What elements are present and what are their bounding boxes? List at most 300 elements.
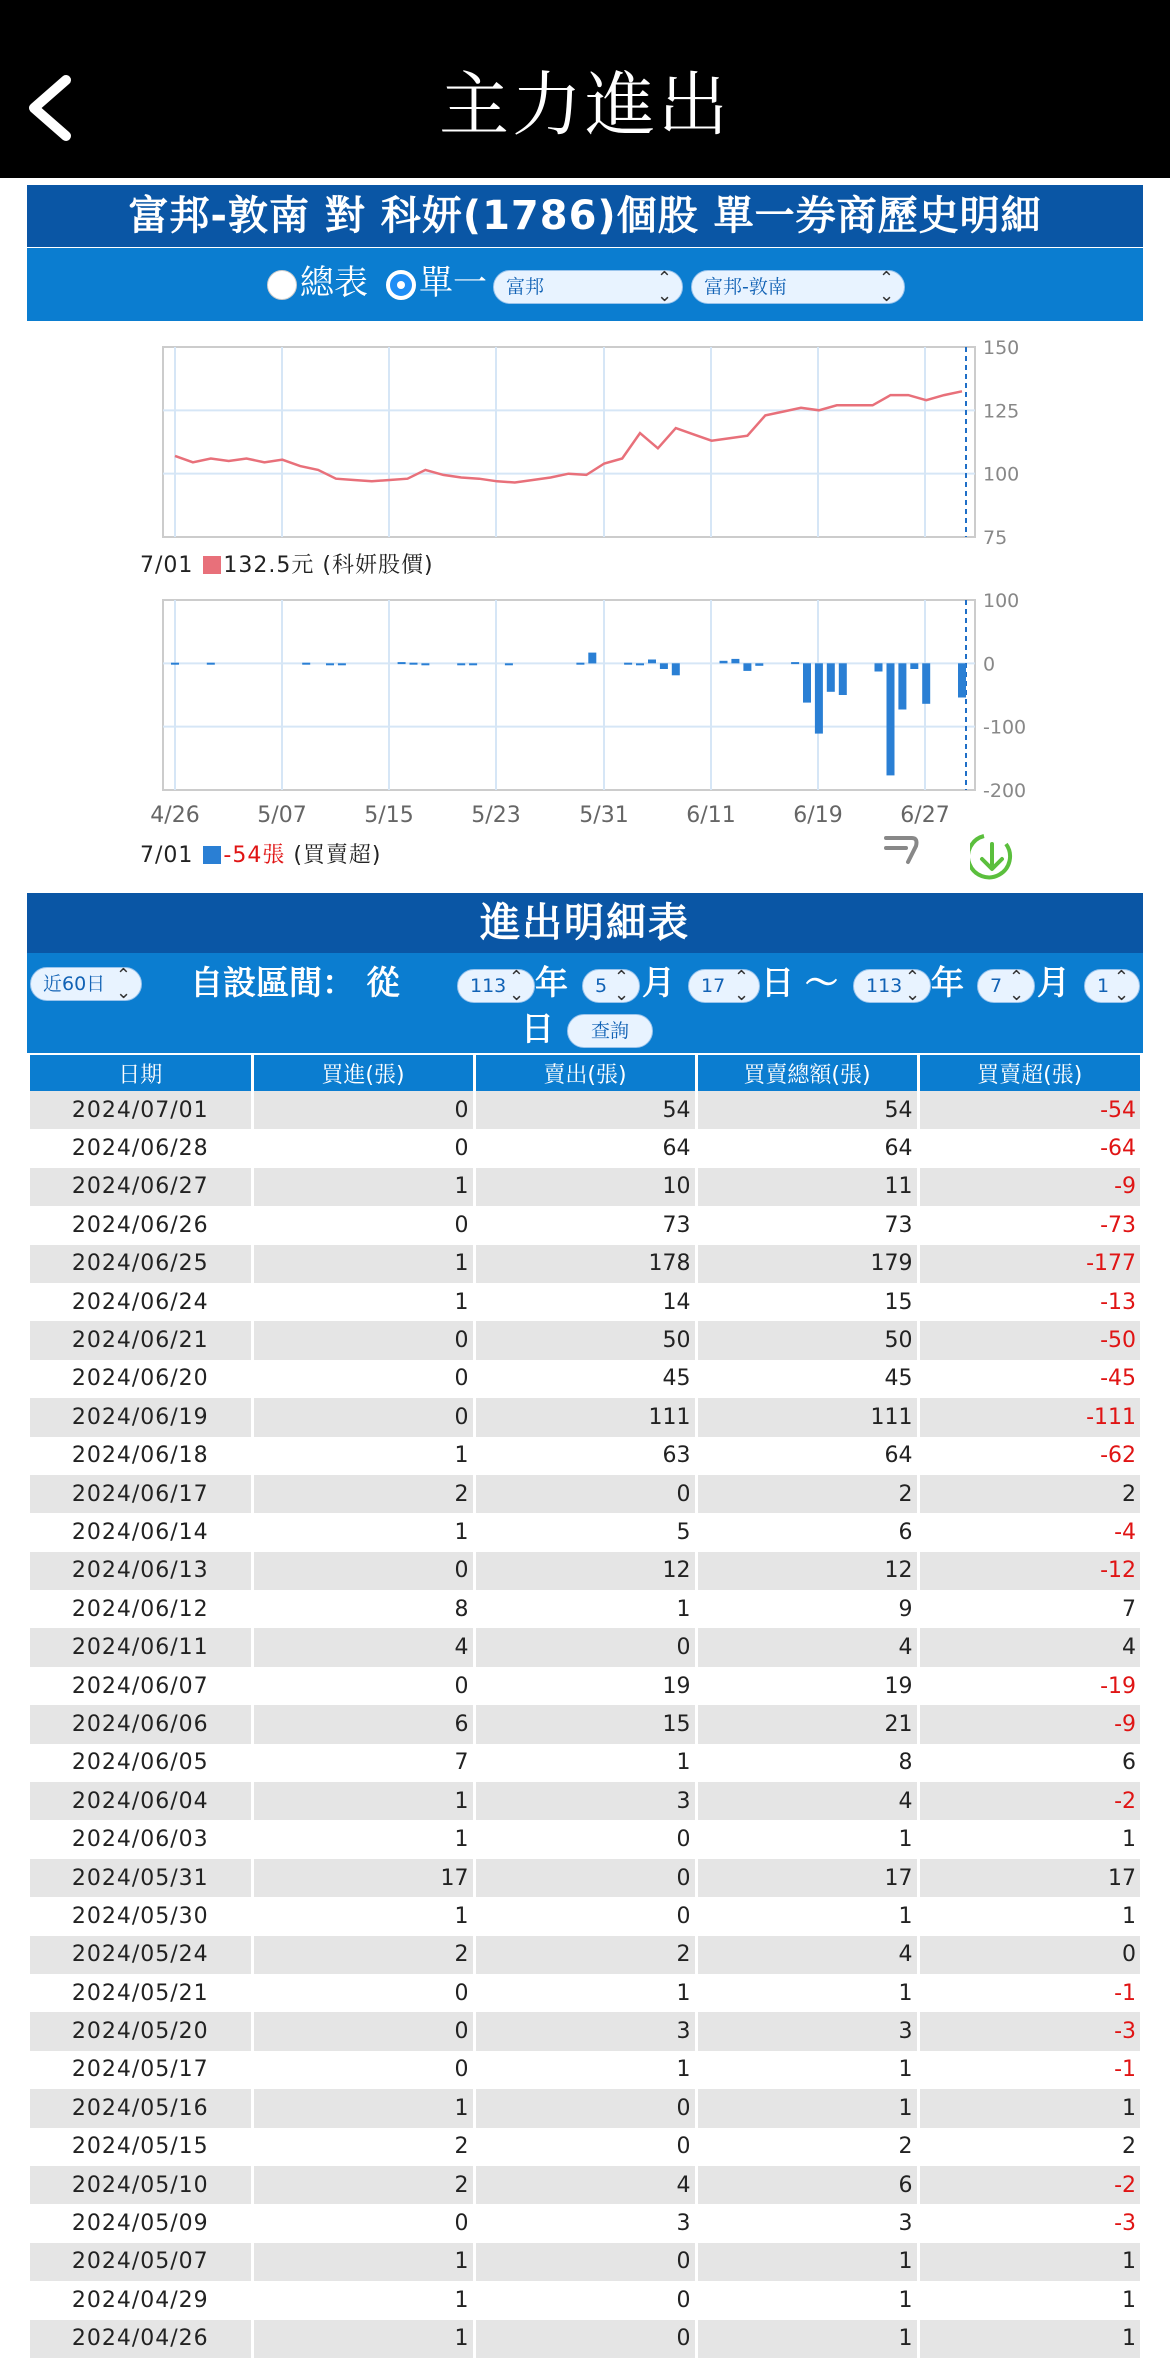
table-cell: 1: [474, 1974, 696, 2012]
table-cell: 1: [252, 1820, 474, 1858]
volume-bar: [636, 663, 644, 665]
table-cell: 7: [918, 1590, 1140, 1628]
table-cell: 2024/06/17: [30, 1475, 252, 1513]
table-cell: 1: [918, 2320, 1140, 2358]
volume-x-tick: 5/31: [579, 803, 629, 828]
table-cell: 1: [474, 1744, 696, 1782]
table-cell: -13: [918, 1283, 1140, 1321]
table-cell: 1: [252, 1168, 474, 1206]
from-year-select[interactable]: [457, 969, 535, 1003]
table-cell: 0: [474, 1475, 696, 1513]
volume-legend-name: (買賣超): [293, 843, 382, 868]
table-cell: 8: [696, 1744, 918, 1782]
table-cell: 2024/06/04: [30, 1782, 252, 1820]
table-cell: 2024/04/29: [30, 2281, 252, 2319]
table-cell: 0: [252, 1974, 474, 2012]
table-cell: 1: [252, 2281, 474, 2319]
table-cell: 2024/05/15: [30, 2128, 252, 2166]
table-cell: 2: [918, 2128, 1140, 2166]
volume-bar: [791, 662, 799, 664]
to-month-select[interactable]: [977, 969, 1035, 1003]
table-cell: 2024/06/21: [30, 1321, 252, 1359]
table-cell: -2: [918, 2166, 1140, 2204]
price-legend-value: 132.5元: [223, 553, 315, 578]
table-cell: 2: [252, 1475, 474, 1513]
price-legend-swatch: [203, 556, 221, 574]
table-cell: 1: [252, 2320, 474, 2358]
table-row: [30, 1245, 1140, 1283]
to-day-select[interactable]: [1084, 969, 1140, 1003]
table-cell: 50: [696, 1321, 918, 1359]
table-cell: 19: [474, 1667, 696, 1705]
table-cell: -62: [918, 1437, 1140, 1475]
table-cell: 0: [474, 1859, 696, 1897]
table-cell: -64: [918, 1129, 1140, 1167]
table-cell: 2024/06/03: [30, 1820, 252, 1858]
table-cell: 12: [696, 1552, 918, 1590]
table-cell: 0: [474, 2089, 696, 2127]
table-cell: -73: [918, 1206, 1140, 1244]
table-cell: 54: [474, 1091, 696, 1129]
table-cell: 4: [696, 1628, 918, 1666]
table-cell: 1: [252, 1245, 474, 1283]
table-cell: 17: [918, 1859, 1140, 1897]
table-cell: 10: [474, 1168, 696, 1206]
table-row: [30, 1782, 1140, 1820]
volume-y-tick: -200: [983, 780, 1027, 802]
volume-x-tick: 6/27: [900, 803, 950, 828]
chevron-updown-icon: ⌃ ⌃: [508, 967, 524, 1003]
table-row: [30, 2128, 1140, 2166]
chevron-updown-icon: ⌃ ⌃: [613, 967, 629, 1003]
table-cell: 7: [252, 1744, 474, 1782]
table-cell: 2024/05/09: [30, 2204, 252, 2242]
table-row: [30, 2089, 1140, 2127]
volume-x-tick: 6/11: [686, 803, 736, 828]
table-row: [30, 1360, 1140, 1398]
to-year-select[interactable]: [853, 969, 931, 1003]
table-cell: 50: [474, 1321, 696, 1359]
volume-bar: [469, 663, 477, 665]
table-cell: -2: [918, 1782, 1140, 1820]
volume-bar: [875, 663, 883, 671]
table-cell: 2024/05/10: [30, 2166, 252, 2204]
table-cell: 0: [474, 1820, 696, 1858]
table-cell: 14: [474, 1283, 696, 1321]
table-cell: 2024/06/19: [30, 1398, 252, 1436]
table-cell: 2024/05/21: [30, 1974, 252, 2012]
to-day-unit: 日: [521, 1009, 554, 1048]
volume-bar: [410, 663, 418, 665]
table-cell: 1: [696, 2320, 918, 2358]
table-row: [30, 1513, 1140, 1551]
table-cell: 2024/05/07: [30, 2243, 252, 2281]
table-cell: 2024/07/01: [30, 1091, 252, 1129]
price-legend: [140, 548, 434, 579]
table-cell: 1: [252, 1897, 474, 1935]
table-cell: 1: [918, 2243, 1140, 2281]
table-cell: 0: [474, 1897, 696, 1935]
column-header: 買賣超(張): [918, 1055, 1140, 1091]
table-cell: 0: [474, 2128, 696, 2166]
table-cell: -1: [918, 1974, 1140, 2012]
year-unit: 年: [535, 963, 568, 1002]
chevron-updown-icon: ⌃ ⌃: [1008, 967, 1024, 1003]
radio-total-label[interactable]: 總表: [300, 263, 368, 303]
table-cell: 2024/06/26: [30, 1206, 252, 1244]
volume-bar: [922, 663, 930, 704]
table-cell: 17: [252, 1859, 474, 1897]
table-cell: 2024/06/24: [30, 1283, 252, 1321]
table-cell: 4: [474, 2166, 696, 2204]
table-cell: 178: [474, 1245, 696, 1283]
chevron-updown-icon: ⌃ ⌃: [115, 965, 131, 1001]
to-month-unit: 月: [1037, 963, 1070, 1002]
table-cell: 2024/06/14: [30, 1513, 252, 1551]
table-cell: 8: [252, 1590, 474, 1628]
table-cell: 0: [252, 1552, 474, 1590]
table-cell: 0: [474, 2320, 696, 2358]
table-cell: 3: [474, 2012, 696, 2050]
table-cell: -9: [918, 1168, 1140, 1206]
table-cell: 6: [696, 1513, 918, 1551]
chevron-updown-icon: ⌃ ⌃: [878, 268, 894, 304]
table-cell: 0: [252, 1360, 474, 1398]
top-bar: [0, 0, 1170, 178]
table-cell: 2024/05/30: [30, 1897, 252, 1935]
from-month-select[interactable]: [582, 969, 640, 1003]
section-title: 進出明細表: [27, 893, 1143, 953]
table-cell: 2: [696, 2128, 918, 2166]
price-y-tick: 125: [983, 400, 1020, 423]
table-cell: 4: [252, 1628, 474, 1666]
volume-bar: [171, 663, 179, 665]
price-legend-name: (科妍股價): [322, 553, 434, 578]
column-header: 買賣總額(張): [696, 1055, 918, 1091]
from-day-select[interactable]: [688, 969, 760, 1003]
table-row: [30, 1206, 1140, 1244]
table-cell: 2: [252, 2128, 474, 2166]
volume-bar: [672, 663, 680, 675]
table-cell: 0: [252, 2051, 474, 2089]
volume-x-tick: 5/23: [471, 803, 521, 828]
volume-bar: [398, 662, 406, 664]
table-cell: 1: [696, 2281, 918, 2319]
volume-bar: [815, 663, 823, 733]
volume-bar: [731, 659, 739, 663]
volume-legend-swatch: [203, 846, 221, 864]
chevron-updown-icon: ⌃ ⌃: [656, 268, 672, 304]
table-cell: 1: [252, 2089, 474, 2127]
table-cell: -1: [918, 2051, 1140, 2089]
radio-single[interactable]: [386, 270, 416, 300]
table-cell: 111: [474, 1398, 696, 1436]
volume-legend-date: 7/01: [140, 843, 194, 868]
table-cell: -19: [918, 1667, 1140, 1705]
table-row: [30, 1897, 1140, 1935]
table-cell: 1: [696, 1897, 918, 1935]
table-cell: 3: [696, 2204, 918, 2242]
table-cell: 19: [696, 1667, 918, 1705]
table-header-row: [30, 1055, 1140, 1091]
table-cell: 3: [696, 2012, 918, 2050]
table-row: [30, 1705, 1140, 1743]
volume-legend: [140, 838, 382, 869]
table-row: [30, 1820, 1140, 1858]
table-cell: 2: [918, 1475, 1140, 1513]
price-y-tick: 100: [983, 463, 1020, 486]
volume-bar: [588, 653, 596, 664]
broker-select[interactable]: [493, 270, 683, 304]
range-tilde: ～: [805, 963, 838, 1002]
table-cell: -50: [918, 1321, 1140, 1359]
table-cell: 1: [696, 2243, 918, 2281]
price-y-tick: 75: [983, 527, 1008, 545]
table-row: [30, 2204, 1140, 2242]
table-row: [30, 1475, 1140, 1513]
chevron-updown-icon: ⌃ ⌃: [1113, 967, 1129, 1003]
table-cell: -3: [918, 2204, 1140, 2242]
table-row: [30, 1168, 1140, 1206]
table-cell: 2024/06/25: [30, 1245, 252, 1283]
volume-x-tick: 5/15: [364, 803, 414, 828]
table-cell: 4: [918, 1628, 1140, 1666]
volume-bar: [720, 661, 728, 664]
chevron-updown-icon: ⌃ ⌃: [733, 967, 749, 1003]
table-cell: 2: [696, 1475, 918, 1513]
table-cell: 2: [474, 1936, 696, 1974]
table-cell: 0: [474, 1628, 696, 1666]
table-cell: 0: [252, 1398, 474, 1436]
to-year-unit: 年: [931, 963, 964, 1002]
chart-toggle-icon[interactable]: [882, 832, 922, 868]
volume-bar: [827, 663, 835, 692]
table-cell: 2024/06/11: [30, 1628, 252, 1666]
table-cell: -9: [918, 1705, 1140, 1743]
table-cell: 2: [252, 2166, 474, 2204]
from-month-value: 5: [595, 975, 608, 997]
table-cell: 2024/06/05: [30, 1744, 252, 1782]
price-legend-date: 7/01: [140, 553, 194, 578]
table-cell: 1: [696, 1974, 918, 2012]
table-cell: 0: [252, 2204, 474, 2242]
table-cell: 0: [474, 2243, 696, 2281]
table-cell: 0: [252, 1206, 474, 1244]
table-cell: 2024/06/20: [30, 1360, 252, 1398]
table-cell: 73: [474, 1206, 696, 1244]
table-cell: 1: [918, 1897, 1140, 1935]
table-cell: 2024/06/28: [30, 1129, 252, 1167]
table-cell: 2: [252, 1936, 474, 1974]
volume-bar: [457, 663, 465, 665]
table-row: [30, 1398, 1140, 1436]
volume-bar: [338, 663, 346, 665]
table-row: [30, 1667, 1140, 1705]
volume-bar: [755, 663, 763, 666]
table-row: [30, 2012, 1140, 2050]
column-header: 賣出(張): [474, 1055, 696, 1091]
volume-bar: [576, 663, 584, 665]
volume-y-tick: 0: [983, 653, 996, 676]
table-row: [30, 1859, 1140, 1897]
table-cell: 6: [696, 2166, 918, 2204]
preset-select[interactable]: [30, 967, 142, 1001]
table-cell: 5: [474, 1513, 696, 1551]
table-cell: 54: [696, 1091, 918, 1129]
download-icon[interactable]: [970, 832, 1014, 886]
table-cell: 15: [474, 1705, 696, 1743]
broker-select-value: 富邦: [506, 276, 545, 298]
table-cell: 4: [696, 1782, 918, 1820]
to-year-value: 113: [866, 975, 903, 997]
volume-y-tick: 100: [983, 590, 1020, 612]
table-cell: 6: [252, 1705, 474, 1743]
table-cell: 1: [696, 2051, 918, 2089]
table-cell: -111: [918, 1398, 1140, 1436]
table-cell: -54: [918, 1091, 1140, 1129]
detail-table: [30, 1055, 1140, 2358]
table-cell: 64: [696, 1437, 918, 1475]
table-cell: 1: [252, 2243, 474, 2281]
table-cell: 0: [918, 1936, 1140, 1974]
table-cell: 1: [252, 1782, 474, 1820]
to-day-value: 1: [1097, 975, 1110, 997]
table-row: [30, 1628, 1140, 1666]
table-cell: -45: [918, 1360, 1140, 1398]
volume-x-tick: 6/19: [793, 803, 843, 828]
table-row: [30, 1744, 1140, 1782]
table-cell: 2024/05/16: [30, 2089, 252, 2127]
from-year-value: 113: [470, 975, 507, 997]
volume-bar: [958, 663, 966, 697]
table-cell: 1: [918, 2089, 1140, 2127]
table-cell: 1: [696, 1820, 918, 1858]
volume-y-tick: -100: [983, 716, 1027, 739]
table-cell: 1: [474, 1590, 696, 1628]
preset-select-value: 近60日: [43, 973, 106, 995]
table-cell: 0: [252, 1667, 474, 1705]
table-cell: 2024/05/20: [30, 2012, 252, 2050]
volume-legend-value: -54張: [223, 843, 286, 868]
table-row: [30, 2243, 1140, 2281]
table-cell: 2024/04/26: [30, 2320, 252, 2358]
panel-title: 富邦-敦南 對 科妍(1786)個股 單一券商歷史明細: [27, 185, 1143, 247]
volume-bar: [898, 663, 906, 709]
volume-bar: [910, 663, 918, 669]
table-cell: 11: [696, 1168, 918, 1206]
branch-select[interactable]: [691, 270, 905, 304]
table-cell: 1: [474, 2051, 696, 2089]
table-cell: 179: [696, 1245, 918, 1283]
table-cell: 0: [252, 1091, 474, 1129]
table-cell: 2024/05/17: [30, 2051, 252, 2089]
table-cell: 0: [252, 2012, 474, 2050]
table-cell: 45: [696, 1360, 918, 1398]
column-header: 日期: [30, 1055, 252, 1091]
table-row: [30, 2281, 1140, 2319]
table-cell: -4: [918, 1513, 1140, 1551]
branch-select-value: 富邦-敦南: [704, 276, 787, 298]
price-chart: [0, 325, 1170, 545]
table-cell: 2024/06/06: [30, 1705, 252, 1743]
table-cell: 4: [696, 1936, 918, 1974]
table-cell: 3: [474, 1782, 696, 1820]
volume-bar: [302, 663, 310, 665]
table-cell: 2024/06/18: [30, 1437, 252, 1475]
volume-x-tick: 4/26: [150, 803, 200, 828]
table-cell: 2024/06/13: [30, 1552, 252, 1590]
table-cell: 1: [252, 1283, 474, 1321]
chevron-updown-icon: ⌃ ⌃: [904, 967, 920, 1003]
radio-single-label[interactable]: 單一: [419, 263, 487, 303]
table-cell: 111: [696, 1398, 918, 1436]
radio-total[interactable]: [267, 270, 297, 300]
volume-bar: [803, 663, 811, 702]
table-cell: 1: [918, 2281, 1140, 2319]
volume-bar: [648, 660, 656, 664]
table-cell: 2024/06/12: [30, 1590, 252, 1628]
table-cell: 1: [918, 1820, 1140, 1858]
volume-bar: [743, 663, 751, 671]
table-row: [30, 1590, 1140, 1628]
table-cell: 45: [474, 1360, 696, 1398]
table-cell: 73: [696, 1206, 918, 1244]
table-cell: 1: [252, 1513, 474, 1551]
filter-bar: [27, 248, 1143, 321]
volume-bar: [505, 663, 513, 665]
table-cell: 2024/06/27: [30, 1168, 252, 1206]
table-cell: -3: [918, 2012, 1140, 2050]
table-cell: 21: [696, 1705, 918, 1743]
table-cell: 63: [474, 1437, 696, 1475]
table-row: [30, 1283, 1140, 1321]
table-cell: -12: [918, 1552, 1140, 1590]
table-row: [30, 2320, 1140, 2358]
volume-chart: [0, 578, 1170, 838]
table-cell: 15: [696, 1283, 918, 1321]
to-month-value: 7: [990, 975, 1003, 997]
table-row: [30, 2051, 1140, 2089]
volume-x-tick: 5/07: [257, 803, 307, 828]
page-title: 主力進出: [439, 64, 731, 146]
table-cell: 3: [474, 2204, 696, 2242]
day-unit: 日: [761, 963, 794, 1002]
table-cell: 0: [252, 1321, 474, 1359]
table-row: [30, 1321, 1140, 1359]
volume-bar: [660, 663, 668, 669]
volume-bar: [887, 663, 895, 775]
column-header: 買進(張): [252, 1055, 474, 1091]
date-range-bar: [27, 953, 1143, 1053]
table-cell: 1: [252, 1437, 474, 1475]
table-row: [30, 2166, 1140, 2204]
table-cell: 0: [252, 1129, 474, 1167]
table-cell: 9: [696, 1590, 918, 1628]
from-day-value: 17: [701, 975, 726, 997]
volume-bar: [326, 663, 334, 665]
table-cell: 1: [696, 2089, 918, 2127]
table-cell: 2024/05/24: [30, 1936, 252, 1974]
table-cell: 6: [918, 1744, 1140, 1782]
query-button[interactable]: 查詢: [567, 1014, 653, 1048]
table-cell: 2024/05/31: [30, 1859, 252, 1897]
table-row: [30, 1437, 1140, 1475]
table-cell: -177: [918, 1245, 1140, 1283]
table-row: [30, 1974, 1140, 2012]
table-cell: 0: [474, 2281, 696, 2319]
table-cell: 64: [474, 1129, 696, 1167]
table-row: [30, 1129, 1140, 1167]
